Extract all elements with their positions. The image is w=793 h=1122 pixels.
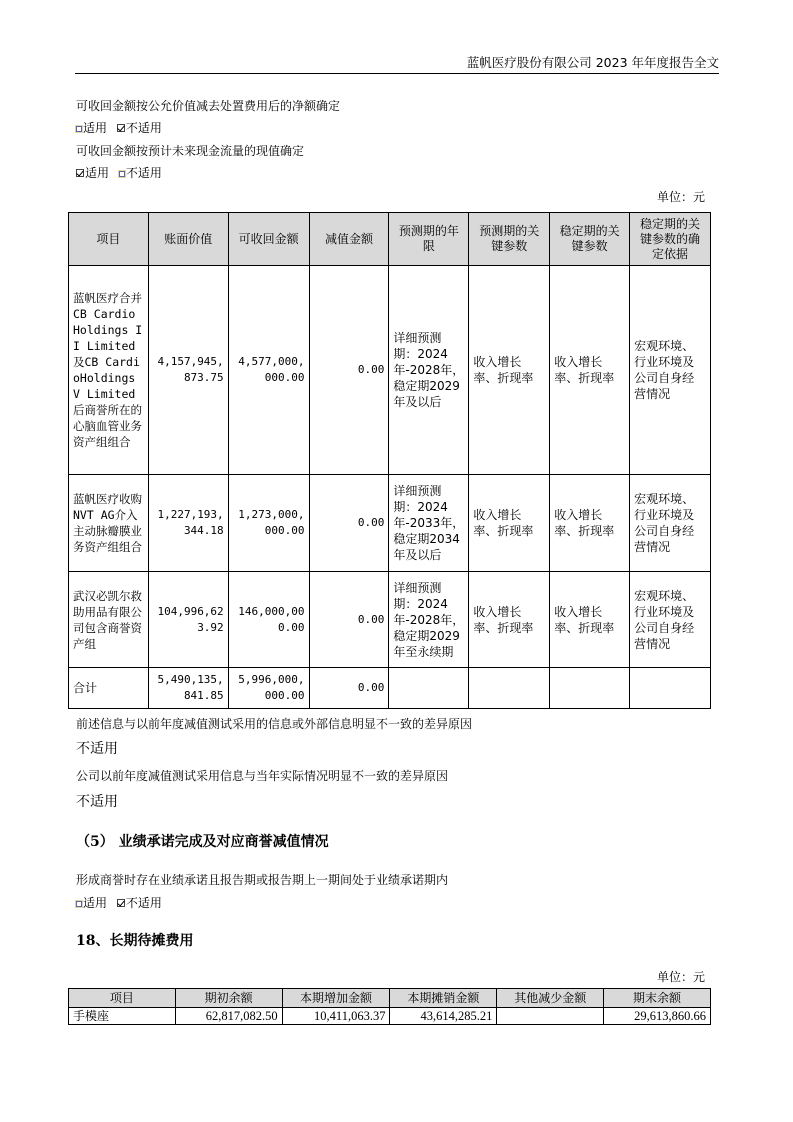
present-value-options xyxy=(76,166,168,180)
header-forecast-period: 预测期的年限 xyxy=(389,213,469,266)
fair-value-not-applicable-option[interactable]: 不适用 xyxy=(117,121,162,135)
table-total-row xyxy=(69,668,711,709)
cell-impairment: 0.00 xyxy=(309,266,389,475)
cell-increase: 10,411,063.37 xyxy=(282,1008,390,1025)
cell-item: 武汉必凯尔救助用品有限公司包含商誉资产组 xyxy=(69,572,149,668)
header-other-decrease: 其他减少金额 xyxy=(497,989,604,1008)
table-row xyxy=(69,572,711,668)
section-5-heading: （5） 业绩承诺完成及对应商誉减值情况 xyxy=(76,834,329,850)
fair-value-label: 可收回金额按公允价值减去处置费用后的净额确定 xyxy=(76,99,341,113)
cell-recoverable: 1,273,000,000.00 xyxy=(228,475,309,572)
cell-recoverable: 4,577,000,000.00 xyxy=(228,266,309,475)
present-value-label: 可收回金额按预计未来现金流量的现值确定 xyxy=(76,144,305,158)
header-amortization: 本期摊销金额 xyxy=(390,989,497,1008)
cell-amortization: 43,614,285.21 xyxy=(390,1008,497,1025)
unchecked-box-icon[interactable] xyxy=(119,171,125,177)
cell-stable-params: 收入增长率、折现率 xyxy=(550,572,630,668)
cell-empty xyxy=(469,668,550,709)
cell-empty xyxy=(550,668,630,709)
deferred-expense-table xyxy=(68,988,711,1025)
table-row xyxy=(69,1008,711,1025)
page-header xyxy=(75,56,719,74)
checked-box-icon[interactable] xyxy=(76,169,84,177)
header-increase: 本期增加金额 xyxy=(282,989,390,1008)
performance-commitment-label: 形成商誉时存在业绩承诺且报告期或报告期上一期间处于业绩承诺期内 xyxy=(76,873,449,887)
header-recoverable: 可收回金额 xyxy=(228,213,309,266)
unchecked-box-icon[interactable] xyxy=(76,901,82,907)
table-header-row xyxy=(69,989,711,1008)
performance-not-applicable-option[interactable]: 不适用 xyxy=(117,896,162,910)
cell-recoverable: 146,000,000.00 xyxy=(228,572,309,668)
cell-stable-params: 收入增长率、折现率 xyxy=(550,266,630,475)
diff-actual-label: 公司以前年度减值测试采用信息与当年实际情况明显不一致的差异原因 xyxy=(76,769,449,783)
diff-actual-value: 不适用 xyxy=(76,794,118,810)
cell-item: 蓝帆医疗收购NVT AG介入主动脉瓣膜业务资产组组合 xyxy=(69,475,149,572)
checked-box-icon[interactable] xyxy=(117,899,125,907)
diff-prev-info-value: 不适用 xyxy=(76,741,118,757)
cell-item: 蓝帆医疗合并CB Cardio Holdings II Limited及CB CardioHoldings V Limited后商誉所在的心脑血管业务资产组组合 xyxy=(69,266,149,475)
cell-book-value: 1,227,193,344.18 xyxy=(148,475,228,572)
unit-label: 单位：元 xyxy=(656,190,705,204)
cell-basis: 宏观环境、行业环境及公司自身经营情况 xyxy=(630,266,711,475)
diff-prev-info-label: 前述信息与以前年度减值测试采用的信息或外部信息明显不一致的差异原因 xyxy=(76,717,473,731)
header-item: 项目 xyxy=(69,213,149,266)
cell-item: 手模座 xyxy=(69,1008,176,1025)
present-value-applicable-option[interactable]: 适用 xyxy=(76,166,109,180)
cell-opening: 62,817,082.50 xyxy=(175,1008,282,1025)
header-basis: 稳定期的关键参数的确定依据 xyxy=(630,213,711,266)
checked-box-icon[interactable] xyxy=(117,124,125,132)
table-row xyxy=(69,266,711,475)
header-item: 项目 xyxy=(69,989,176,1008)
cell-total-label: 合计 xyxy=(69,668,149,709)
header-impairment: 减值金额 xyxy=(309,213,389,266)
performance-commitment-options xyxy=(76,896,168,910)
cell-basis: 宏观环境、行业环境及公司自身经营情况 xyxy=(630,572,711,668)
cell-total-recoverable: 5,996,000,000.00 xyxy=(228,668,309,709)
section-18-heading: 18、长期待摊费用 xyxy=(76,933,194,949)
header-closing: 期末余额 xyxy=(604,989,711,1008)
fair-value-options xyxy=(76,121,168,135)
present-value-not-applicable-option[interactable]: 不适用 xyxy=(119,166,162,180)
cell-total-impairment: 0.00 xyxy=(309,668,389,709)
performance-applicable-option[interactable]: 适用 xyxy=(76,896,107,910)
unit-label-2: 单位：元 xyxy=(656,970,705,984)
fair-value-applicable-option[interactable]: 适用 xyxy=(76,121,107,135)
header-opening: 期初余额 xyxy=(175,989,282,1008)
cell-empty xyxy=(389,668,469,709)
cell-book-value: 104,996,623.92 xyxy=(148,572,228,668)
cell-book-value: 4,157,945,873.75 xyxy=(148,266,228,475)
cell-forecast-params: 收入增长率、折现率 xyxy=(469,475,550,572)
unchecked-box-icon[interactable] xyxy=(76,126,82,132)
impairment-table xyxy=(68,212,711,709)
cell-total-book-value: 5,490,135,841.85 xyxy=(148,668,228,709)
cell-stable-params: 收入增长率、折现率 xyxy=(550,475,630,572)
cell-impairment: 0.00 xyxy=(309,572,389,668)
cell-forecast-period: 详细预测期：2024年-2028年，稳定期2029年至永续期 xyxy=(389,572,469,668)
cell-impairment: 0.00 xyxy=(309,475,389,572)
header-forecast-params: 预测期的关键参数 xyxy=(469,213,550,266)
cell-other-decrease xyxy=(497,1008,604,1025)
cell-closing: 29,613,860.66 xyxy=(604,1008,711,1025)
cell-basis: 宏观环境、行业环境及公司自身经营情况 xyxy=(630,475,711,572)
table-row xyxy=(69,475,711,572)
report-title: 蓝帆医疗股份有限公司 2023 年年度报告全文 xyxy=(466,55,719,70)
cell-forecast-period: 详细预测期：2024年-2033年，稳定期2034年及以后 xyxy=(389,475,469,572)
header-stable-params: 稳定期的关键参数 xyxy=(550,213,630,266)
cell-forecast-period: 详细预测期：2024年-2028年，稳定期2029年及以后 xyxy=(389,266,469,475)
cell-forecast-params: 收入增长率、折现率 xyxy=(469,266,550,475)
cell-forecast-params: 收入增长率、折现率 xyxy=(469,572,550,668)
table-header-row xyxy=(69,213,711,266)
cell-empty xyxy=(630,668,711,709)
header-book-value: 账面价值 xyxy=(148,213,228,266)
